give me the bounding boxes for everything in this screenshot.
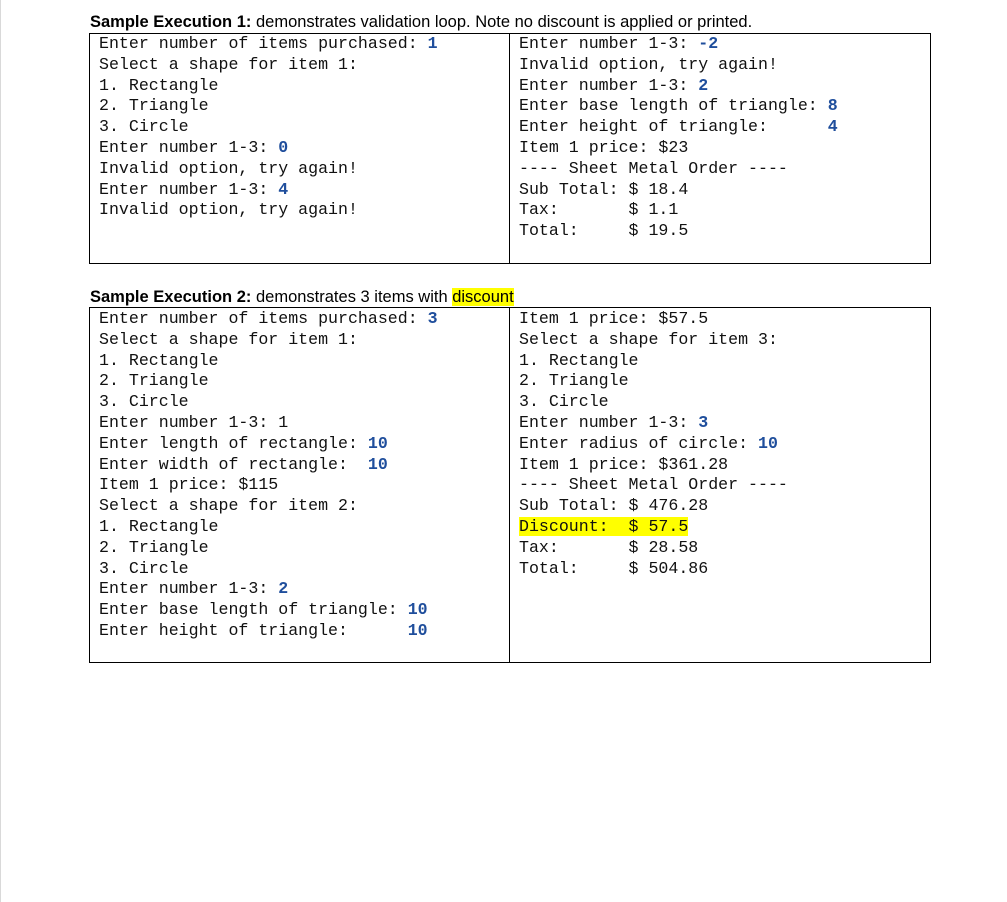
user-input-value: 8 [827, 96, 838, 116]
execution1-right-column [519, 34, 838, 242]
console-line [99, 309, 438, 330]
console-text: Enter base length of triangle: [519, 96, 828, 116]
console-line [519, 159, 838, 180]
console-text: 1. Rectangle [99, 516, 219, 536]
console-line [99, 621, 438, 642]
console-line [519, 371, 788, 392]
user-input-value: 2 [278, 579, 289, 599]
console-text: Enter number 1-3: [519, 75, 699, 95]
console-text: Enter base length of triangle: [99, 600, 408, 620]
console-text: 3. Circle [99, 558, 189, 578]
console-text: Item 1 price: $57.5 [519, 309, 709, 328]
execution1-left-column [99, 34, 438, 221]
console-line [99, 579, 438, 600]
console-line [519, 309, 788, 330]
console-text: Enter number 1-3: [519, 34, 699, 53]
console-text: Enter height of triangle: [519, 117, 828, 137]
execution2-heading [90, 287, 514, 307]
console-text: Item 1 price: $115 [99, 475, 279, 495]
user-input-value: 4 [827, 117, 838, 137]
console-text: 2. Triangle [99, 371, 209, 391]
console-line [99, 475, 438, 496]
console-line [519, 538, 788, 559]
console-line [99, 117, 438, 138]
console-line [519, 392, 788, 413]
console-text: Enter height of triangle: [99, 620, 408, 640]
console-text: Enter number 1-3: [519, 412, 699, 432]
console-text: Enter number 1-3: [99, 579, 279, 599]
execution2-heading-highlight: discount [452, 288, 514, 306]
console-text: Enter number of items purchased: [99, 34, 428, 53]
console-text: Total: $ 19.5 [519, 221, 689, 241]
user-input-value: 10 [367, 433, 388, 453]
console-line [519, 330, 788, 351]
console-line [99, 96, 438, 117]
console-text: Invalid option, try again! [519, 54, 778, 74]
console-line [99, 413, 438, 434]
console-text: Total: $ 504.86 [519, 558, 709, 578]
console-line [519, 96, 838, 117]
user-input-value: 10 [367, 454, 388, 474]
execution2-heading-bold: Sample Execution 2: [90, 288, 252, 306]
console-line [99, 200, 438, 221]
console-text: Sub Total: $ 18.4 [519, 179, 689, 199]
console-text: Enter number 1-3: [99, 179, 279, 199]
console-text: 3. Circle [99, 392, 189, 412]
console-text: Select a shape for item 2: [99, 496, 358, 516]
console-line [99, 517, 438, 538]
console-text: Item 1 price: $361.28 [519, 454, 729, 474]
console-text: Enter radius of circle: [519, 433, 758, 453]
console-text: Enter number 1-3: 1 [99, 412, 289, 432]
console-line [519, 475, 788, 496]
console-line [99, 371, 438, 392]
execution2-heading-text: demonstrates 3 items with [251, 288, 453, 306]
execution1-divider [509, 33, 510, 264]
console-text: Sub Total: $ 476.28 [519, 496, 709, 516]
console-line [519, 55, 838, 76]
console-text: Select a shape for item 1: [99, 54, 358, 74]
console-text: Enter width of rectangle: [99, 454, 368, 474]
console-line [99, 455, 438, 476]
console-text: 3. Circle [519, 392, 609, 412]
console-line [99, 330, 438, 351]
user-input-value: 10 [407, 600, 428, 620]
console-line [519, 117, 838, 138]
console-line [519, 455, 788, 476]
console-line [99, 496, 438, 517]
console-text: Invalid option, try again! [99, 200, 358, 220]
console-text: Enter number of items purchased: [99, 309, 428, 328]
execution2-left-column [99, 309, 438, 642]
page-edge [0, 0, 1, 902]
console-line [519, 496, 788, 517]
console-text: Tax: $ 1.1 [519, 200, 679, 220]
console-line [519, 517, 788, 538]
console-text: 2. Triangle [519, 371, 629, 391]
console-text: Select a shape for item 3: [519, 329, 778, 349]
console-text: Enter number 1-3: [99, 137, 279, 157]
user-input-value: -2 [698, 34, 719, 53]
console-line [99, 392, 438, 413]
console-line [99, 55, 438, 76]
console-line [99, 180, 438, 201]
user-input-value: 0 [278, 137, 289, 157]
execution2-right-column [519, 309, 788, 579]
console-line [519, 221, 838, 242]
execution1-heading-bold: Sample Execution 1: [90, 13, 252, 31]
console-line [99, 559, 438, 580]
console-line [519, 34, 838, 55]
console-text: 2. Triangle [99, 96, 209, 116]
console-text: ---- Sheet Metal Order ---- [519, 158, 788, 178]
console-line [519, 76, 838, 97]
console-text: Item 1 price: $23 [519, 137, 689, 157]
console-text: ---- Sheet Metal Order ---- [519, 475, 788, 495]
console-line [519, 434, 788, 455]
console-text: 3. Circle [99, 117, 189, 137]
console-text: Enter length of rectangle: [99, 433, 368, 453]
execution1-heading-text: demonstrates validation loop. Note no discount is applied or printed. [251, 13, 753, 31]
console-text: Invalid option, try again! [99, 158, 358, 178]
console-line [99, 600, 438, 621]
execution2-divider [509, 307, 510, 663]
console-text: 2. Triangle [99, 537, 209, 557]
console-line [99, 351, 438, 372]
console-line [99, 76, 438, 97]
user-input-value: 3 [698, 412, 709, 432]
console-line [519, 200, 838, 221]
console-line [519, 138, 838, 159]
console-text: 1. Rectangle [99, 350, 219, 370]
console-text: Tax: $ 28.58 [519, 537, 699, 557]
console-line [519, 351, 788, 372]
user-input-value: 2 [698, 75, 709, 95]
user-input-value: 10 [758, 433, 778, 453]
console-line [99, 138, 438, 159]
console-line [519, 413, 788, 434]
user-input-value: 1 [427, 34, 438, 53]
console-line [519, 559, 788, 580]
console-text: Select a shape for item 1: [99, 329, 358, 349]
console-line [99, 538, 438, 559]
console-line [99, 434, 438, 455]
user-input-value: 10 [407, 620, 428, 640]
console-text: Discount: $ 57.5 [519, 516, 689, 536]
console-line [519, 180, 838, 201]
console-text: 1. Rectangle [99, 75, 219, 95]
user-input-value: 3 [427, 309, 438, 328]
execution1-heading [90, 12, 752, 32]
console-text: 1. Rectangle [519, 350, 639, 370]
console-line [99, 159, 438, 180]
user-input-value: 4 [278, 179, 289, 199]
console-line [99, 34, 438, 55]
